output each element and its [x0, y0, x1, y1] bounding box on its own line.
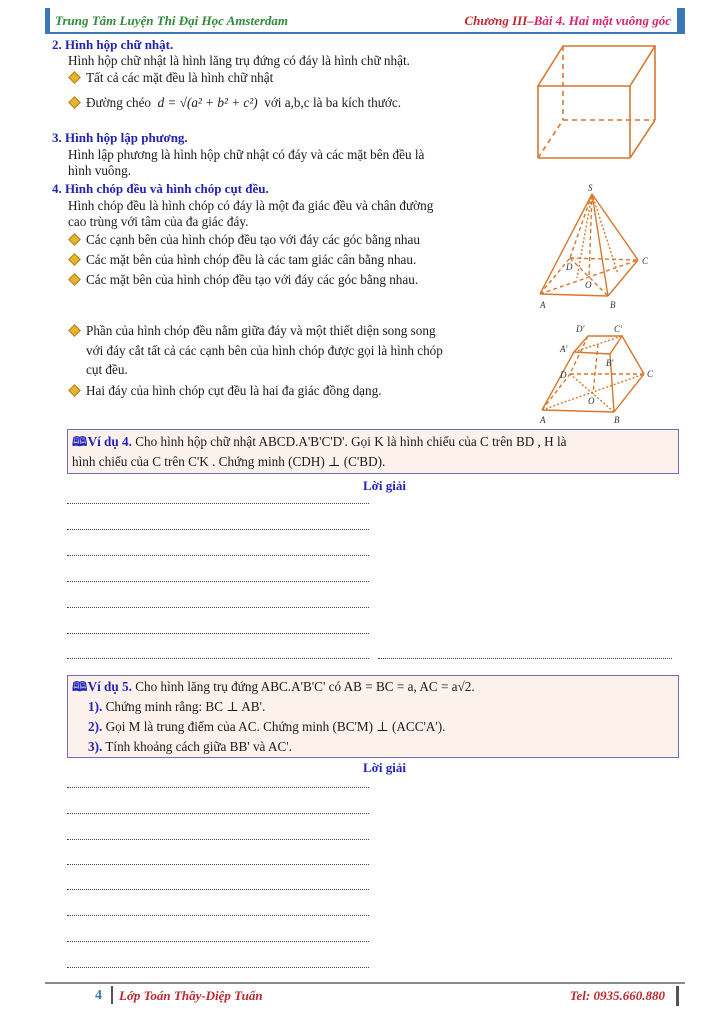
- section-2-title: 2. Hình hộp chữ nhật.: [52, 37, 174, 52]
- bullet-text: Tất cả các mặt đều là hình chữ nhật: [86, 70, 274, 85]
- footer-phone: Tel: 0935.660.880: [569, 988, 665, 1003]
- example-4-text-1: Cho hình hộp chữ nhật ABCD.A'B'C'D'. Gọi K là hình chiếu của C trên BD , H là: [131, 434, 567, 449]
- bullet-text: Các cạnh bên của hình chóp đều tạo với đáy các góc bằng nhau: [86, 232, 420, 247]
- section-4-title: 4. Hình chóp đều và hình chóp cụt đều.: [52, 181, 269, 196]
- example-5-text-1: Cho hình lăng trụ đứng ABC.A'B'C' có AB = BC = a, AC = a√2.: [131, 679, 475, 694]
- frustum-label-Dprime: D': [576, 324, 585, 334]
- frustum-label-D: D: [560, 370, 567, 380]
- example-5-part-3: [72, 737, 674, 757]
- example-4-line-2: hình chiếu của C trên C'K . Chứng minh (CDH) ⊥ (C'BD).: [72, 454, 386, 469]
- section-4-bullet-2: [70, 252, 416, 268]
- example-4-line-1: [72, 432, 674, 452]
- answer-line: [67, 657, 369, 659]
- example-5-box: [67, 675, 679, 758]
- answer-line: [67, 580, 369, 582]
- example-5-line-1: [72, 677, 674, 697]
- regular-pyramid-figure: [530, 182, 660, 314]
- page-number: 4: [95, 988, 102, 1003]
- answer-line: [67, 914, 369, 916]
- bullet-text: Hai đáy của hình chóp cụt đều là hai đa giác đồng dạng.: [86, 383, 382, 398]
- example-5-solution-heading: Lời giải: [363, 760, 406, 775]
- section-4-bullet-4: [70, 323, 436, 339]
- header-left-bar: [45, 8, 50, 34]
- section-2-bullet-2: [70, 95, 401, 111]
- pyramid-label-S: S: [588, 183, 593, 193]
- book-icon: 🕮: [72, 434, 88, 449]
- header-lesson-title: Bài 4. Hai mặt vuông góc: [533, 13, 671, 28]
- bullet-text: Các mặt bên của hình chóp đều tạo với đáy các góc bằng nhau.: [86, 272, 419, 287]
- frustum-label-B: B: [614, 415, 620, 425]
- diamond-bullet-icon: [68, 384, 81, 397]
- section-4-bullet-4-line-2: với đáy cắt tất cả các cạnh bên của hình chóp được gọi là hình chóp: [86, 343, 443, 358]
- example-5-part-1: [72, 697, 674, 717]
- diamond-bullet-icon: [68, 233, 81, 246]
- section-2-definition: Hình hộp chữ nhật là hình lăng trụ đứng có đáy là hình chữ nhật.: [68, 53, 410, 68]
- frustum-label-O: O: [588, 396, 595, 406]
- bullet-text: Phần của hình chóp đều nằm giữa đáy và một thiết diện song song: [86, 323, 436, 338]
- section-2-bullet-1: [70, 70, 273, 86]
- frustum-label-Aprime: A': [560, 344, 568, 354]
- section-4-bullet-1: [70, 232, 420, 248]
- pyramid-label-A: A: [540, 300, 546, 310]
- answer-line: [67, 502, 369, 504]
- diamond-bullet-icon: [68, 96, 81, 109]
- header-center-name: Trung Tâm Luyện Thi Đại Học Amsterdam: [55, 13, 289, 28]
- part-text: Gọi M là trung điểm của AC. Chứng minh (BC'M) ⊥ (ACC'A').: [102, 719, 446, 734]
- example-4-label: Ví dụ 4.: [87, 434, 132, 449]
- answer-line: [67, 554, 369, 556]
- diagonal-formula: d = √(a² + b² + c²): [157, 95, 258, 110]
- section-4-bullet-4-line-3: cụt đều.: [86, 362, 128, 377]
- bullet-text: Đường chéo: [86, 95, 152, 110]
- diamond-bullet-icon: [68, 324, 81, 337]
- header-chapter: [464, 13, 671, 29]
- example-4-solution-heading: Lời giải: [363, 478, 406, 493]
- part-number: 3).: [88, 739, 103, 754]
- diamond-bullet-icon: [68, 253, 81, 266]
- footer-end-bar: [676, 986, 679, 1006]
- section-4-bullet-5: [70, 383, 382, 399]
- section-4-bullet-3: [70, 272, 418, 288]
- footer-rule: [45, 982, 685, 984]
- page-footer: [45, 982, 685, 1010]
- answer-line: [67, 838, 369, 840]
- answer-line: [67, 812, 369, 814]
- answer-line: [67, 863, 369, 865]
- frustum-label-Cprime: C': [614, 324, 622, 334]
- diamond-bullet-icon: [68, 273, 81, 286]
- answer-line: [67, 528, 369, 530]
- header-right-bar: [677, 8, 685, 34]
- book-icon: 🕮: [72, 679, 88, 694]
- section-3-definition-line-2: hình vuông.: [68, 163, 132, 178]
- section-3-title: 3. Hình hộp lập phương.: [52, 130, 188, 145]
- part-text: Chứng minh rằng: BC ⊥ AB'.: [102, 699, 266, 714]
- part-number: 2).: [88, 719, 103, 734]
- example-5-part-2: [72, 717, 674, 737]
- section-4-definition-line-2: cao trùng với tâm của đa giác đáy.: [68, 214, 249, 229]
- pyramid-label-C: C: [642, 256, 649, 266]
- pyramid-label-D: D: [566, 262, 573, 272]
- frustum-label-C: C: [647, 369, 654, 379]
- header-underline: [45, 32, 685, 34]
- pyramid-label-B: B: [610, 300, 616, 310]
- header-chapter-number: Chương III–: [464, 13, 534, 28]
- answer-line: [67, 786, 369, 788]
- footer-separator: [111, 986, 113, 1004]
- part-text: Tính khoảng cách giữa BB' và AC'.: [102, 739, 292, 754]
- answer-line: [67, 606, 369, 608]
- example-4-box: [67, 429, 679, 474]
- section-3-definition-line-1: Hình lập phương là hình hộp chữ nhật có đáy và các mặt bên đều là: [68, 147, 425, 162]
- example-5-label: Ví dụ 5.: [87, 679, 132, 694]
- answer-line: [378, 657, 672, 659]
- bullet-text: với a,b,c là ba kích thước.: [264, 95, 402, 110]
- rectangular-box-figure: [530, 38, 665, 166]
- frustum-figure: [530, 322, 660, 426]
- answer-line: [67, 966, 369, 968]
- footer-class-name: Lớp Toán Thầy-Diệp Tuấn: [119, 988, 263, 1003]
- answer-line: [67, 940, 369, 942]
- answer-line: [67, 632, 369, 634]
- page-header: [45, 8, 685, 34]
- diamond-bullet-icon: [68, 71, 81, 84]
- frustum-label-Bprime: B': [606, 358, 614, 368]
- frustum-label-A: A: [540, 415, 546, 425]
- section-4-definition-line-1: Hình chóp đều là hình chóp có đáy là một đa giác đều và chân đường: [68, 198, 434, 213]
- bullet-text: Các mặt bên của hình chóp đều là các tam giác cân bằng nhau.: [86, 252, 417, 267]
- part-number: 1).: [88, 699, 103, 714]
- answer-line: [67, 888, 369, 890]
- pyramid-label-O: O: [585, 280, 592, 290]
